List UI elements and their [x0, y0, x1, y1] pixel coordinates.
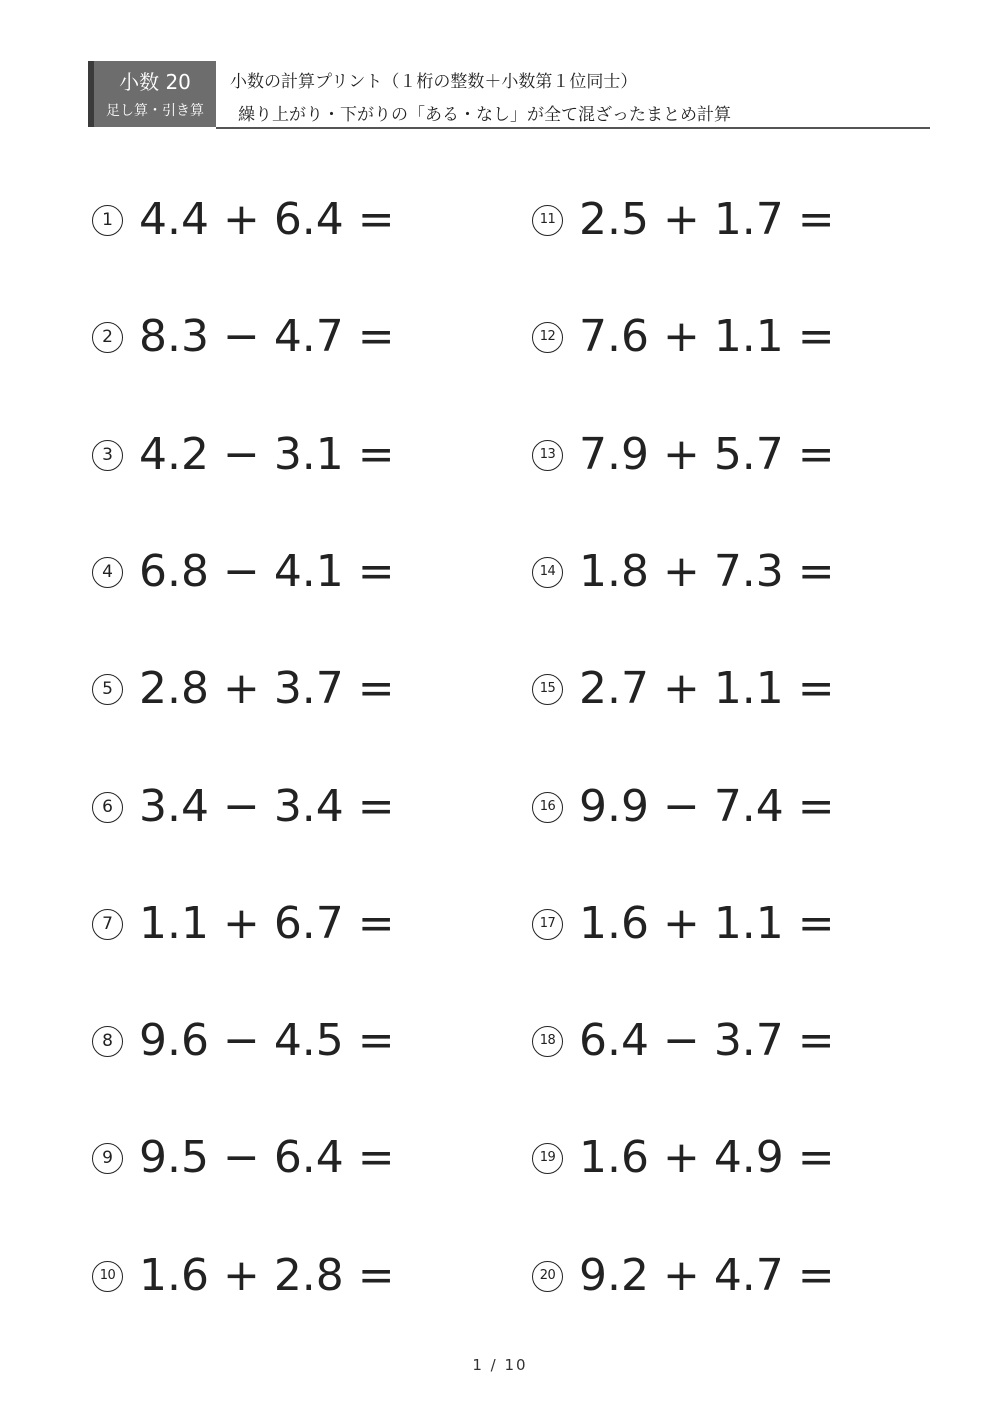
problem-number: 9 — [92, 1143, 123, 1174]
problem-expression: 4.4 + 6.4 = — [139, 194, 395, 245]
problem-item — [92, 777, 395, 837]
problem-expression: 1.6 + 2.8 = — [139, 1250, 395, 1301]
problem-number: 20 — [532, 1261, 563, 1292]
badge-subtitle: 足し算・引き算 — [106, 103, 204, 119]
problem-expression: 2.7 + 1.1 = — [579, 663, 835, 714]
problem-number: 1 — [92, 205, 123, 236]
problem-number: 3 — [92, 440, 123, 471]
problem-item — [532, 190, 835, 250]
problem-number: 19 — [532, 1143, 563, 1174]
problem-expression: 6.8 − 4.1 = — [139, 546, 395, 597]
problem-item — [532, 659, 835, 719]
problem-item — [92, 1128, 395, 1188]
problem-item — [92, 542, 395, 602]
problem-number: 7 — [92, 909, 123, 940]
problem-item — [92, 659, 395, 719]
problem-number: 4 — [92, 557, 123, 588]
problem-expression: 2.8 + 3.7 = — [139, 663, 395, 714]
problem-expression: 7.9 + 5.7 = — [579, 429, 835, 480]
problem-expression: 7.6 + 1.1 = — [579, 311, 835, 362]
problem-item — [92, 425, 395, 485]
problem-number: 11 — [532, 205, 563, 236]
problem-expression: 2.5 + 1.7 = — [579, 194, 835, 245]
problem-number: 6 — [92, 792, 123, 823]
worksheet-title: 小数の計算プリント（１桁の整数＋小数第１位同士） — [230, 72, 638, 92]
problem-expression: 9.2 + 4.7 = — [579, 1250, 835, 1301]
page-number: 1 / 10 — [472, 1356, 528, 1374]
problem-number: 5 — [92, 674, 123, 705]
problem-expression: 9.5 − 6.4 = — [139, 1132, 395, 1183]
problem-number: 13 — [532, 440, 563, 471]
problem-expression: 1.6 + 4.9 = — [579, 1132, 835, 1183]
problem-number: 17 — [532, 909, 563, 940]
problem-item — [92, 1246, 395, 1306]
problem-expression: 3.4 − 3.4 = — [139, 781, 395, 832]
problem-item — [532, 777, 835, 837]
problem-number: 15 — [532, 674, 563, 705]
problem-item — [532, 1011, 835, 1071]
problem-expression: 8.3 − 4.7 = — [139, 311, 395, 362]
problem-expression: 1.8 + 7.3 = — [579, 546, 835, 597]
problem-expression: 1.1 + 6.7 = — [139, 898, 395, 949]
problem-item — [92, 307, 395, 367]
problem-number: 12 — [532, 322, 563, 353]
header-divider — [216, 127, 930, 129]
problem-number: 16 — [532, 792, 563, 823]
problem-item — [532, 894, 835, 954]
problem-item — [92, 894, 395, 954]
problem-number: 8 — [92, 1026, 123, 1057]
problem-item — [92, 190, 395, 250]
problem-item — [532, 1128, 835, 1188]
problem-number: 10 — [92, 1261, 123, 1292]
problem-expression: 6.4 − 3.7 = — [579, 1015, 835, 1066]
problem-item — [532, 307, 835, 367]
problem-item — [532, 425, 835, 485]
worksheet-subtitle: 繰り上がり・下がりの「ある・なし」が全て混ざったまとめ計算 — [238, 105, 731, 125]
problem-item — [532, 542, 835, 602]
category-badge — [88, 61, 216, 127]
worksheet-header — [88, 61, 930, 129]
problem-expression: 9.9 − 7.4 = — [579, 781, 835, 832]
badge-title: 小数 20 — [119, 70, 191, 94]
problem-expression: 1.6 + 1.1 = — [579, 898, 835, 949]
problem-item — [532, 1246, 835, 1306]
problem-number: 2 — [92, 322, 123, 353]
problem-expression: 4.2 − 3.1 = — [139, 429, 395, 480]
problem-number: 14 — [532, 557, 563, 588]
problem-number: 18 — [532, 1026, 563, 1057]
problem-item — [92, 1011, 395, 1071]
problem-expression: 9.6 − 4.5 = — [139, 1015, 395, 1066]
